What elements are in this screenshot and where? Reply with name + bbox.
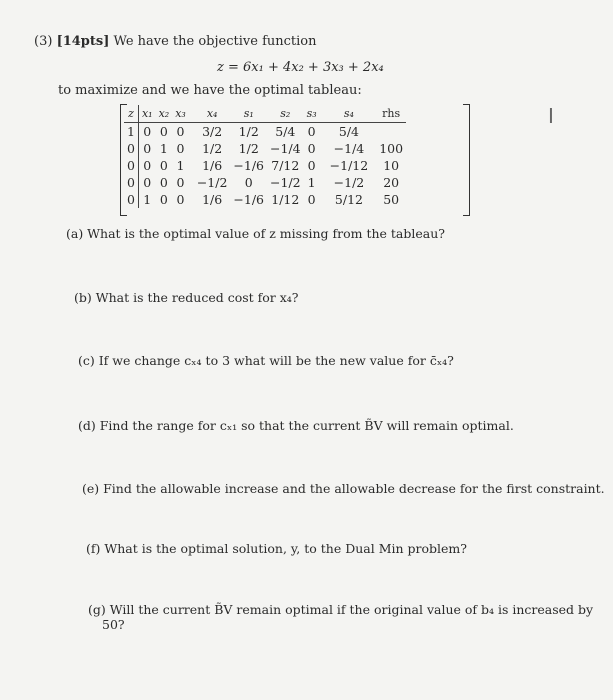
tableau-cell-x3: 0 xyxy=(176,141,185,156)
tableau-cell-s3: 0 xyxy=(307,124,316,139)
tableau-row xyxy=(124,123,406,141)
tableau-cell-s4: −1/4 xyxy=(333,141,365,156)
tableau-cell-s2: 1/12 xyxy=(271,192,300,207)
question-c: (c) If we change cₓ₄ to 3 what will be the new value for c̄ₓ₄? xyxy=(78,353,454,368)
tableau-cell-rhs: 50 xyxy=(383,192,400,207)
header-x3: x₃ xyxy=(172,105,189,123)
tableau-cell-x1: 0 xyxy=(143,158,152,173)
tableau-cell-z: 0 xyxy=(124,157,138,174)
tableau-cell-x4: 1/6 xyxy=(202,158,223,173)
tableau-cell-s2: −1/2 xyxy=(270,175,301,190)
tableau-cell-x1: 0 xyxy=(143,141,152,156)
tableau-cell-rhs xyxy=(371,123,406,141)
right-bracket xyxy=(463,104,470,216)
tableau-cell-x2: 1 xyxy=(159,141,168,156)
tableau-cell-x1: 0 xyxy=(143,124,152,139)
tableau-cell-s2: 5/4 xyxy=(275,124,296,139)
tableau-cell-x2: 0 xyxy=(159,158,168,173)
question-f: (f) What is the optimal solution, y, to the Dual Min problem? xyxy=(86,541,467,556)
tableau-cell-x3: 0 xyxy=(176,124,185,139)
tableau-cell-z: 1 xyxy=(124,123,138,141)
tableau-cell-s4: −1/2 xyxy=(333,175,365,190)
tableau-cell-z: 0 xyxy=(124,140,138,157)
text-cursor-icon: I xyxy=(548,104,554,128)
header-x1: x₁ xyxy=(138,105,155,123)
tableau-cell-x4: 3/2 xyxy=(202,124,223,139)
header-rhs: rhs xyxy=(371,105,406,123)
tableau-cell-s2: 7/12 xyxy=(271,158,300,173)
problem-header xyxy=(34,34,316,49)
tableau-cell-x2: 0 xyxy=(159,192,168,207)
tableau-cell-s3: 0 xyxy=(307,158,316,173)
tableau-cell-s3: 0 xyxy=(307,192,316,207)
tableau-cell-z: 0 xyxy=(124,174,138,191)
header-x2: x₂ xyxy=(156,105,173,123)
question-g-continued: 50? xyxy=(102,617,125,632)
header-s1: s₁ xyxy=(230,105,267,123)
tableau-cell-x3: 0 xyxy=(176,192,185,207)
tableau-cell-x1: 0 xyxy=(143,175,152,190)
tableau-cell-x2: 0 xyxy=(159,175,168,190)
tableau-cell-x4: 1/2 xyxy=(202,141,223,156)
tableau-cell-x4: −1/2 xyxy=(196,175,228,190)
objective-function: z = 6x₁ + 4x₂ + 3x₃ + 2x₄ xyxy=(217,60,384,75)
tableau-row xyxy=(124,140,406,157)
tableau-cell-rhs: 20 xyxy=(383,175,400,190)
header-s2: s₂ xyxy=(267,105,304,123)
tableau-cell-s4: 5/4 xyxy=(338,124,359,139)
question-a: (a) What is the optimal value of z missing from the tableau? xyxy=(66,226,445,241)
tableau-cell-x1: 1 xyxy=(143,192,152,207)
tableau-row xyxy=(124,191,406,208)
question-g: (g) Will the current B̃V remain optimal if the original value of b₄ is increased by xyxy=(88,602,594,617)
tableau-cell-x3: 0 xyxy=(176,175,185,190)
tableau-cell-x2: 0 xyxy=(159,124,168,139)
tableau-cell-s4: −1/12 xyxy=(329,158,369,173)
tableau-cell-x3: 1 xyxy=(176,158,185,173)
tableau-cell-s3: 1 xyxy=(307,175,316,190)
problem-points: [14pts] xyxy=(56,34,110,49)
header-s4: s₄ xyxy=(320,105,372,123)
problem-number: (3) xyxy=(34,34,53,49)
tableau-cell-s1: 0 xyxy=(244,175,253,190)
header-s3: s₃ xyxy=(304,105,320,123)
question-b: (b) What is the reduced cost for x₄? xyxy=(74,290,299,305)
tableau-cell-s1: 1/2 xyxy=(238,141,259,156)
tableau-header-row xyxy=(124,105,406,123)
tableau-cell-z: 0 xyxy=(124,191,138,208)
optimal-tableau xyxy=(120,104,470,216)
header-x4: x₄ xyxy=(189,105,231,123)
tableau-intro: to maximize and we have the optimal tableau: xyxy=(58,83,362,98)
question-d: (d) Find the range for cₓ₁ so that the current B̃V will remain optimal. xyxy=(78,418,514,433)
tableau-cell-s1: −1/6 xyxy=(233,192,265,207)
tableau-cell-s2: −1/4 xyxy=(270,141,301,156)
tableau-cell-s3: 0 xyxy=(307,141,316,156)
tableau-row xyxy=(124,174,406,191)
tableau-cell-rhs: 100 xyxy=(379,141,404,156)
header-z: z xyxy=(124,105,138,123)
tableau-cell-rhs: 10 xyxy=(383,158,400,173)
tableau-cell-s4: 5/12 xyxy=(334,192,363,207)
tableau-row xyxy=(124,157,406,174)
tableau-cell-s1: −1/6 xyxy=(233,158,265,173)
question-e: (e) Find the allowable increase and the allowable decrease for the first constraint. xyxy=(82,481,605,496)
tableau-table xyxy=(124,105,406,208)
problem-intro: We have the objective function xyxy=(113,34,317,49)
tableau-cell-s1: 1/2 xyxy=(238,124,259,139)
tableau-cell-x4: 1/6 xyxy=(202,192,223,207)
